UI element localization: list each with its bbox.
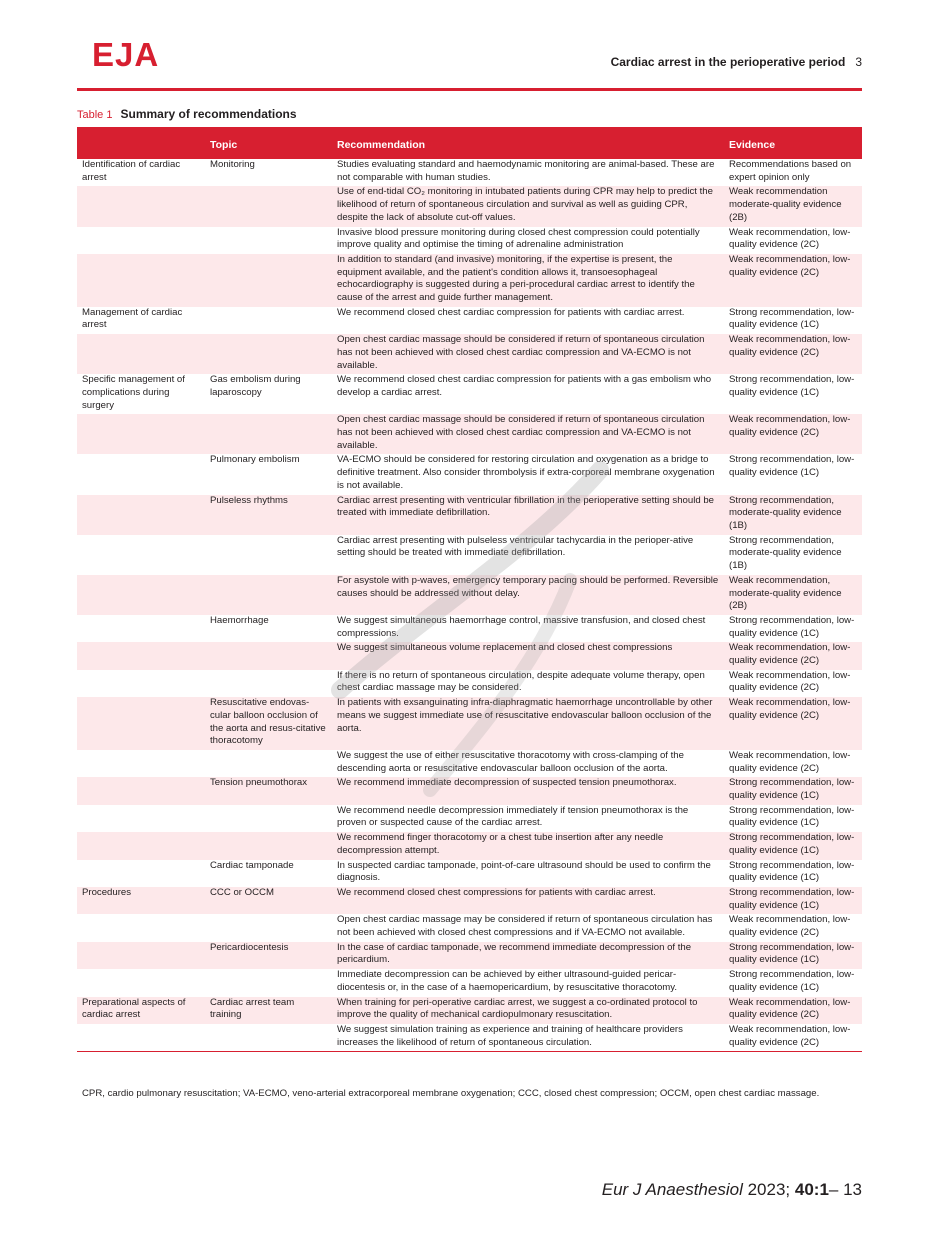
topic-cell bbox=[205, 334, 332, 374]
table-row bbox=[77, 535, 862, 575]
recommendation-cell: We recommend needle decompression immediately if tension pneumothorax is the proven or suspected cause of the cardiac arrest. bbox=[337, 804, 689, 829]
footer-year: 2023; bbox=[747, 1180, 791, 1199]
recommendation-cell: Cardiac arrest presenting with ventricular fibrillation in the perioperative setting should be treated with immediate defibrillation. bbox=[332, 495, 724, 535]
table-row bbox=[77, 159, 862, 186]
recommendation-cell: In patients with exsanguinating infra-diaphragmatic haemorrhage uncontrollable by other means we suggest immediate use of resuscitative endovascular balloon occlusion of the aorta. bbox=[332, 697, 724, 750]
topic-cell bbox=[205, 805, 332, 832]
evidence-cell: Weak recommendation, low-quality evidence (2C) bbox=[729, 914, 851, 939]
topic-cell bbox=[205, 832, 332, 859]
recommendation-cell: We recommend finger thoracotomy or a chest tube insertion after any needle decompression attempt. bbox=[332, 832, 724, 859]
recommendation-cell: If there is no return of spontaneous circulation, despite adequate volume therapy, open chest cardiac massage may be considered. bbox=[337, 669, 705, 694]
topic-cell: Pericardiocentesis bbox=[205, 942, 332, 969]
recommendations-table bbox=[77, 127, 862, 1052]
recommendation-cell: In the case of cardiac tamponade, we recommend immediate decompression of the pericardium. bbox=[332, 942, 724, 969]
topic-cell: Gas embolism during laparoscopy bbox=[210, 374, 301, 398]
section-cell bbox=[77, 186, 205, 226]
recommendation-cell: We suggest simultaneous volume replacement and closed chest compressions bbox=[332, 642, 724, 669]
evidence-cell: Strong recommendation, low-quality evidence (1C) bbox=[729, 614, 855, 639]
section-cell bbox=[77, 914, 205, 941]
evidence-cell: Strong recommendation, low-quality evidence (1C) bbox=[724, 887, 862, 914]
section-cell bbox=[77, 227, 205, 254]
evidence-cell: Weak recommendation, low-quality evidence (2C) bbox=[729, 226, 851, 251]
table-header-row bbox=[77, 127, 862, 159]
section-cell bbox=[77, 535, 205, 575]
section-cell bbox=[77, 414, 205, 454]
col-header-recommendation: Recommendation bbox=[332, 127, 724, 159]
table-row bbox=[77, 334, 862, 374]
table-row bbox=[77, 414, 862, 454]
section-cell bbox=[77, 575, 205, 615]
table-row bbox=[77, 1024, 862, 1052]
evidence-cell: Strong recommendation, low-quality evidence (1C) bbox=[729, 804, 855, 829]
table-row bbox=[77, 805, 862, 832]
table-row bbox=[77, 969, 862, 996]
section-cell bbox=[77, 254, 205, 307]
evidence-cell: Strong recommendation, low-quality evidence (1C) bbox=[729, 859, 855, 884]
topic-cell: Pulseless rhythms bbox=[205, 495, 332, 535]
recommendation-cell: Studies evaluating standard and haemodynamic monitoring are animal-based. These are not comparable with human studies. bbox=[337, 159, 715, 183]
evidence-cell: Weak recommendation, low-quality evidence (2C) bbox=[729, 669, 851, 694]
running-head bbox=[611, 55, 862, 69]
recommendation-cell: We recommend closed chest cardiac compression for patients with cardiac arrest. bbox=[337, 306, 685, 318]
table-row bbox=[77, 697, 862, 750]
evidence-cell: Strong recommendation, low-quality evidence (1C) bbox=[729, 969, 855, 993]
topic-cell bbox=[205, 535, 332, 575]
topic-cell bbox=[205, 575, 332, 615]
table-row bbox=[77, 670, 862, 697]
section-cell bbox=[77, 642, 205, 669]
topic-cell bbox=[205, 414, 332, 454]
evidence-cell: Weak recommendation moderate-quality evidence (2B) bbox=[724, 186, 862, 226]
recommendation-cell: VA-ECMO should be considered for restoring circulation and oxygenation as a bridge to definitive treatment. Also consider thrombolysis if extra-corporeal membrane oxygenation is not available. bbox=[337, 454, 715, 491]
evidence-cell: Weak recommendation, low-quality evidence (2C) bbox=[724, 1024, 862, 1052]
section-cell bbox=[77, 615, 205, 642]
col-header-section bbox=[77, 127, 205, 159]
table-row bbox=[77, 832, 862, 859]
table-row bbox=[77, 575, 862, 615]
section-cell bbox=[77, 860, 205, 887]
section-cell: Specific management of complications during surgery bbox=[82, 374, 185, 411]
table-title bbox=[77, 107, 297, 121]
table-row bbox=[77, 495, 862, 535]
col-header-evidence: Evidence bbox=[724, 127, 862, 159]
evidence-cell: Strong recommendation, low-quality evidence (1C) bbox=[724, 777, 862, 804]
topic-cell: Monitoring bbox=[210, 159, 255, 170]
topic-cell bbox=[205, 670, 332, 697]
evidence-cell: Strong recommendation, low-quality evidence (1C) bbox=[729, 454, 855, 479]
section-cell bbox=[77, 832, 205, 859]
section-cell bbox=[77, 454, 205, 494]
recommendation-cell: We suggest simultaneous haemorrhage control, massive transfusion, and closed chest compressions. bbox=[337, 614, 706, 639]
recommendation-cell: We recommend immediate decompression of suspected tension pneumothorax. bbox=[332, 777, 724, 804]
recommendation-cell: We recommend closed chest compressions for patients with cardiac arrest. bbox=[332, 887, 724, 914]
section-cell: Identification of cardiac arrest bbox=[82, 159, 181, 183]
evidence-cell: Strong recommendation, moderate-quality evidence (1B) bbox=[724, 495, 862, 535]
section-cell bbox=[77, 1024, 205, 1052]
section-cell bbox=[77, 777, 205, 804]
table-row bbox=[77, 777, 862, 804]
section-cell bbox=[77, 805, 205, 832]
section-cell bbox=[77, 969, 205, 996]
recommendation-cell: Use of end-tidal CO₂ monitoring in intubated patients during CPR may help to predict the likelihood of return of spontaneous circulation and survival as well as guiding CPR, despite the lack of absolute cut-off values. bbox=[332, 186, 724, 226]
table-row bbox=[77, 887, 862, 914]
evidence-cell: Weak recommendation, low-quality evidence (2C) bbox=[724, 254, 862, 307]
evidence-cell: Weak recommendation, low-quality evidence (2C) bbox=[724, 414, 862, 454]
section-cell bbox=[77, 334, 205, 374]
table-row bbox=[77, 914, 862, 941]
section-cell: Procedures bbox=[77, 887, 205, 914]
page-footer bbox=[602, 1180, 862, 1200]
section-cell bbox=[77, 750, 205, 777]
topic-cell: CCC or OCCM bbox=[205, 887, 332, 914]
running-title: Cardiac arrest in the perioperative period bbox=[610, 55, 846, 69]
recommendation-cell: When training for peri-operative cardiac arrest, we suggest a co-ordinated protocol to improve the quality of mechanical cardiopulmonary resuscitation. bbox=[332, 997, 724, 1024]
recommendation-cell: Open chest cardiac massage should be considered if return of spontaneous circulation has not been achieved with closed chest cardiac compression and VA-ECMO is not available. bbox=[332, 334, 724, 374]
header-rule bbox=[77, 88, 862, 91]
evidence-cell: Strong recommendation, low-quality evidence (1C) bbox=[724, 832, 862, 859]
recommendation-cell: We recommend closed chest cardiac compression for patients with a gas embolism who develop a cardiac arrest. bbox=[337, 374, 712, 398]
col-header-topic: Topic bbox=[205, 127, 332, 159]
topic-cell bbox=[205, 186, 332, 226]
evidence-cell: Weak recommendation, low-quality evidence (2C) bbox=[724, 997, 862, 1024]
evidence-cell: Weak recommendation, moderate-quality evidence (2B) bbox=[724, 575, 862, 615]
table-row bbox=[77, 454, 862, 494]
journal-logo: EJA bbox=[92, 36, 160, 73]
section-cell bbox=[77, 670, 205, 697]
footer-journal: Eur J Anaesthesiol bbox=[601, 1180, 743, 1199]
evidence-cell: Weak recommendation, low-quality evidence (2C) bbox=[724, 642, 862, 669]
evidence-cell: Strong recommendation, low-quality evidence (1C) bbox=[724, 942, 862, 969]
topic-cell bbox=[205, 750, 332, 777]
topic-cell bbox=[205, 1024, 332, 1052]
evidence-cell: Weak recommendation, low-quality evidence (2C) bbox=[724, 697, 862, 750]
topic-cell: Cardiac arrest team training bbox=[205, 997, 332, 1024]
topic-cell bbox=[205, 307, 332, 334]
evidence-cell: Strong recommendation, low-quality evidence (1C) bbox=[729, 374, 855, 398]
recommendation-cell: Immediate decompression can be achieved by either ultrasound-guided pericar-diocentesis or, in the case of a haemopericardium, by resuscitative thoracotomy. bbox=[337, 969, 678, 993]
table-footnote: CPR, cardio pulmonary resuscitation; VA-ECMO, veno-arterial extracorporeal membrane oxygenation; CCC, closed chest compression; OCCM, open chest cardiac massage. bbox=[82, 1088, 820, 1099]
section-cell bbox=[77, 495, 205, 535]
topic-cell: Resuscitative endovas-cular balloon occlusion of the aorta and resus-citative thoracotomy bbox=[205, 697, 332, 750]
table-row bbox=[77, 374, 862, 414]
recommendation-cell: We suggest simulation training as experience and training of healthcare providers increases the likelihood of return of spontaneous circulation. bbox=[332, 1024, 724, 1052]
topic-cell: Haemorrhage bbox=[210, 614, 269, 626]
table-row bbox=[77, 642, 862, 669]
table-row bbox=[77, 615, 862, 642]
topic-cell bbox=[205, 914, 332, 941]
table-label: Table 1 bbox=[77, 109, 113, 121]
section-cell: Management of cardiac arrest bbox=[82, 306, 183, 331]
table-row bbox=[77, 942, 862, 969]
table-name: Summary of recommendations bbox=[120, 107, 297, 121]
topic-cell bbox=[205, 254, 332, 307]
table-row bbox=[77, 997, 862, 1024]
table-row bbox=[77, 186, 862, 226]
topic-cell: Cardiac tamponade bbox=[210, 859, 294, 871]
topic-cell: Tension pneumothorax bbox=[205, 777, 332, 804]
recommendation-cell: Invasive blood pressure monitoring during closed chest compression could potentially improve quality and optimise the timing of adrenaline administration bbox=[337, 226, 700, 251]
evidence-cell: Weak recommendation, low-quality evidence (2C) bbox=[729, 749, 851, 774]
recommendation-cell: In suspected cardiac tamponade, point-of-care ultrasound should be used to confirm the diagnosis. bbox=[337, 859, 711, 884]
page-number: 3 bbox=[855, 55, 862, 69]
evidence-cell: Weak recommendation, low-quality evidence (2C) bbox=[724, 334, 862, 374]
recommendation-cell: For asystole with p-waves, emergency temporary pacing should be performed. Reversible causes should be addressed without delay. bbox=[332, 575, 724, 615]
recommendation-cell: Open chest cardiac massage may be considered if return of spontaneous circulation has not been achieved with closed chest compressions and if VA-ECMO not available. bbox=[337, 914, 713, 939]
recommendation-cell: In addition to standard (and invasive) monitoring, if the expertise is present, the equipment available, and the patient's condition allows it, transoesophageal echocardiography is suggested during a peri-procedural cardiac arrest to identify the cause of the arrest and guide further management. bbox=[332, 254, 724, 307]
section-cell bbox=[77, 942, 205, 969]
recommendation-cell: Cardiac arrest presenting with pulseless ventricular tachycardia in the perioper-ative setting should be treated with immediate defibrillation. bbox=[337, 534, 694, 559]
section-cell: Preparational aspects of cardiac arrest bbox=[77, 997, 205, 1024]
topic-cell bbox=[205, 642, 332, 669]
topic-cell bbox=[205, 969, 332, 996]
topic-cell bbox=[205, 227, 332, 254]
topic-cell: Pulmonary embolism bbox=[210, 454, 300, 466]
footer-volume: 40:1 bbox=[794, 1180, 829, 1199]
table-row bbox=[77, 227, 862, 254]
evidence-cell: Recommendations based on expert opinion only bbox=[729, 159, 852, 183]
recommendation-cell: We suggest the use of either resuscitative thoracotomy with cross-clamping of the descending aorta or resuscitative endovascular balloon occlusion of the aorta. bbox=[337, 749, 684, 774]
table-row bbox=[77, 750, 862, 777]
table-row bbox=[77, 254, 862, 307]
recommendation-cell: Open chest cardiac massage should be considered if return of spontaneous circulation has not been achieved with closed chest cardiac compression and VA-ECMO is not available. bbox=[332, 414, 724, 454]
table-row bbox=[77, 307, 862, 334]
table-row bbox=[77, 860, 862, 887]
evidence-cell: Strong recommendation, low-quality evidence (1C) bbox=[729, 306, 855, 331]
footer-pages: – 13 bbox=[828, 1180, 862, 1199]
evidence-cell: Strong recommendation, moderate-quality evidence (1B) bbox=[729, 534, 842, 572]
section-cell bbox=[77, 697, 205, 750]
